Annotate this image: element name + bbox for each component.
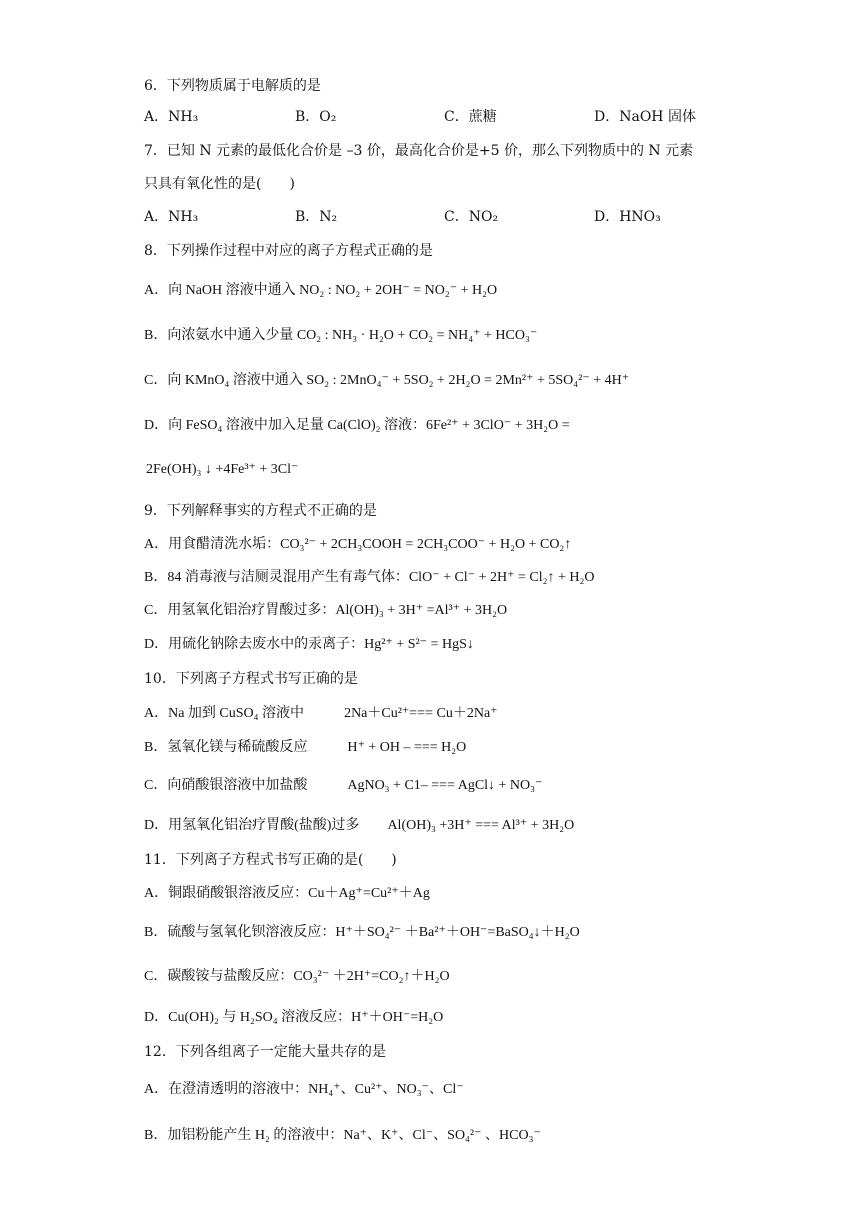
q12-option-b: B．加铝粉能产生 H₂ 的溶液中：Na⁺、K⁺、Cl⁻、SO₄²⁻ 、HCO₃⁻ [144, 1128, 541, 1143]
q11-option-b: B．硫酸与氢氧化钡溶液反应：H⁺＋SO₄²⁻ ＋Ba²⁺＋OH⁻=BaSO₄↓＋H₂O [144, 925, 580, 940]
q7-option-d: D．HNO₃ [594, 209, 661, 225]
q6-stem: 6．下列物质属于电解质的是 [144, 78, 321, 94]
q8-option-b: B．向浓氨水中通入少量 CO₂ : NH₃ · H₂O + CO₂ = NH₄⁺ + HCO₃⁻ [144, 328, 538, 343]
q10-option-b-equation: H⁺ + OH – === H₂O [347, 740, 467, 755]
q6-option-b: B．O₂ [295, 109, 337, 125]
q6-option-a: A．NH₃ [144, 109, 199, 125]
q9-stem: 9．下列解释事实的方程式不正确的是 [144, 503, 377, 519]
q9-option-b: B．84 消毒液与洁厕灵混用产生有毒气体：ClO⁻ + Cl⁻ + 2H⁺ = Cl₂↑ + H₂O [144, 570, 595, 585]
q10-option-a-equation: 2Na＋Cu²⁺=== Cu＋2Na⁺ [344, 706, 498, 721]
q8-option-d-line2: 2Fe(OH)₃ ↓ +4Fe³⁺ + 3Cl⁻ [146, 462, 299, 477]
q11-option-a: A．铜跟硝酸银溶液反应：Cu＋Ag⁺=Cu²⁺＋Ag [144, 886, 430, 901]
q10-option-d [144, 816, 740, 836]
q6-option-d: D．NaOH 固体 [594, 109, 696, 125]
q7-option-c: C．NO₂ [444, 209, 499, 225]
q11-stem: 11．下列离子方程式书写正确的是( ) [144, 852, 397, 868]
q12-option-a: A．在澄清透明的溶液中：NH₄⁺、Cu²⁺、NO₃⁻、Cl⁻ [144, 1082, 464, 1097]
q7-stem-line2: 只具有氧化性的是( ) [144, 176, 295, 192]
q8-stem: 8．下列操作过程中对应的离子方程式正确的是 [144, 243, 433, 259]
q10-option-b-label: B．氢氧化镁与稀硫酸反应 [144, 740, 308, 755]
q10-option-d-equation: Al(OH)₃ +3H⁺ === Al³⁺ + 3H₂O [387, 818, 575, 833]
q8-option-a: A．向 NaOH 溶液中通入 NO₂ : NO₂ + 2OH⁻ = NO₂⁻ + H₂O [144, 283, 498, 298]
q10-option-d-label: D．用氢氧化铝治疗胃酸(盐酸)过多 [144, 818, 360, 833]
q10-option-c [144, 776, 740, 796]
q10-option-c-equation: AgNO₃ + C1– === AgCl↓ + NO₃⁻ [347, 778, 543, 793]
q10-option-b [144, 738, 740, 758]
q7-stem-line1: 7．已知 N 元素的最低化合价是 –3 价，最高化合价是+5 价，那么下列物质中的 N 元素 [144, 143, 694, 159]
q9-option-c: C．用氢氧化铝治疗胃酸过多：Al(OH)₃ + 3H⁺ =Al³⁺ + 3H₂O [144, 603, 508, 618]
q7-option-a: A．NH₃ [144, 209, 199, 225]
q9-option-a: A．用食醋清洗水垢：CO₃²⁻ + 2CH₃COOH = 2CH₃COO⁻ + H₂O + CO₂↑ [144, 537, 572, 552]
q11-option-d: D．Cu(OH)₂ 与 H₂SO₄ 溶液反应：H⁺＋OH⁻=H₂O [144, 1010, 444, 1025]
q7-option-b: B．N₂ [295, 209, 338, 225]
q10-option-a [144, 704, 740, 724]
q10-option-a-label: A．Na 加到 CuSO₄ 溶液中 [144, 706, 305, 721]
q11-option-c: C．碳酸铵与盐酸反应：CO₃²⁻ ＋2H⁺=CO₂↑＋H₂O [144, 969, 450, 984]
q10-option-c-label: C．向硝酸银溶液中加盐酸 [144, 778, 308, 793]
q9-option-d: D．用硫化钠除去废水中的汞离子：Hg²⁺ + S²⁻ = HgS↓ [144, 637, 474, 652]
q10-stem: 10．下列离子方程式书写正确的是 [144, 671, 358, 687]
q8-option-d-line1: D．向 FeSO₄ 溶液中加入足量 Ca(ClO)₂ 溶液：6Fe²⁺ + 3ClO⁻ + 3H₂O = [144, 418, 570, 433]
q12-stem: 12．下列各组离子一定能大量共存的是 [144, 1044, 386, 1060]
q6-option-c: C．蔗糖 [444, 109, 497, 125]
q8-option-c: C．向 KMnO₄ 溶液中通入 SO₂ : 2MnO₄⁻ + 5SO₂ + 2H₂O = 2Mn²⁺ + 5SO₄²⁻ + 4H⁺ [144, 373, 630, 388]
